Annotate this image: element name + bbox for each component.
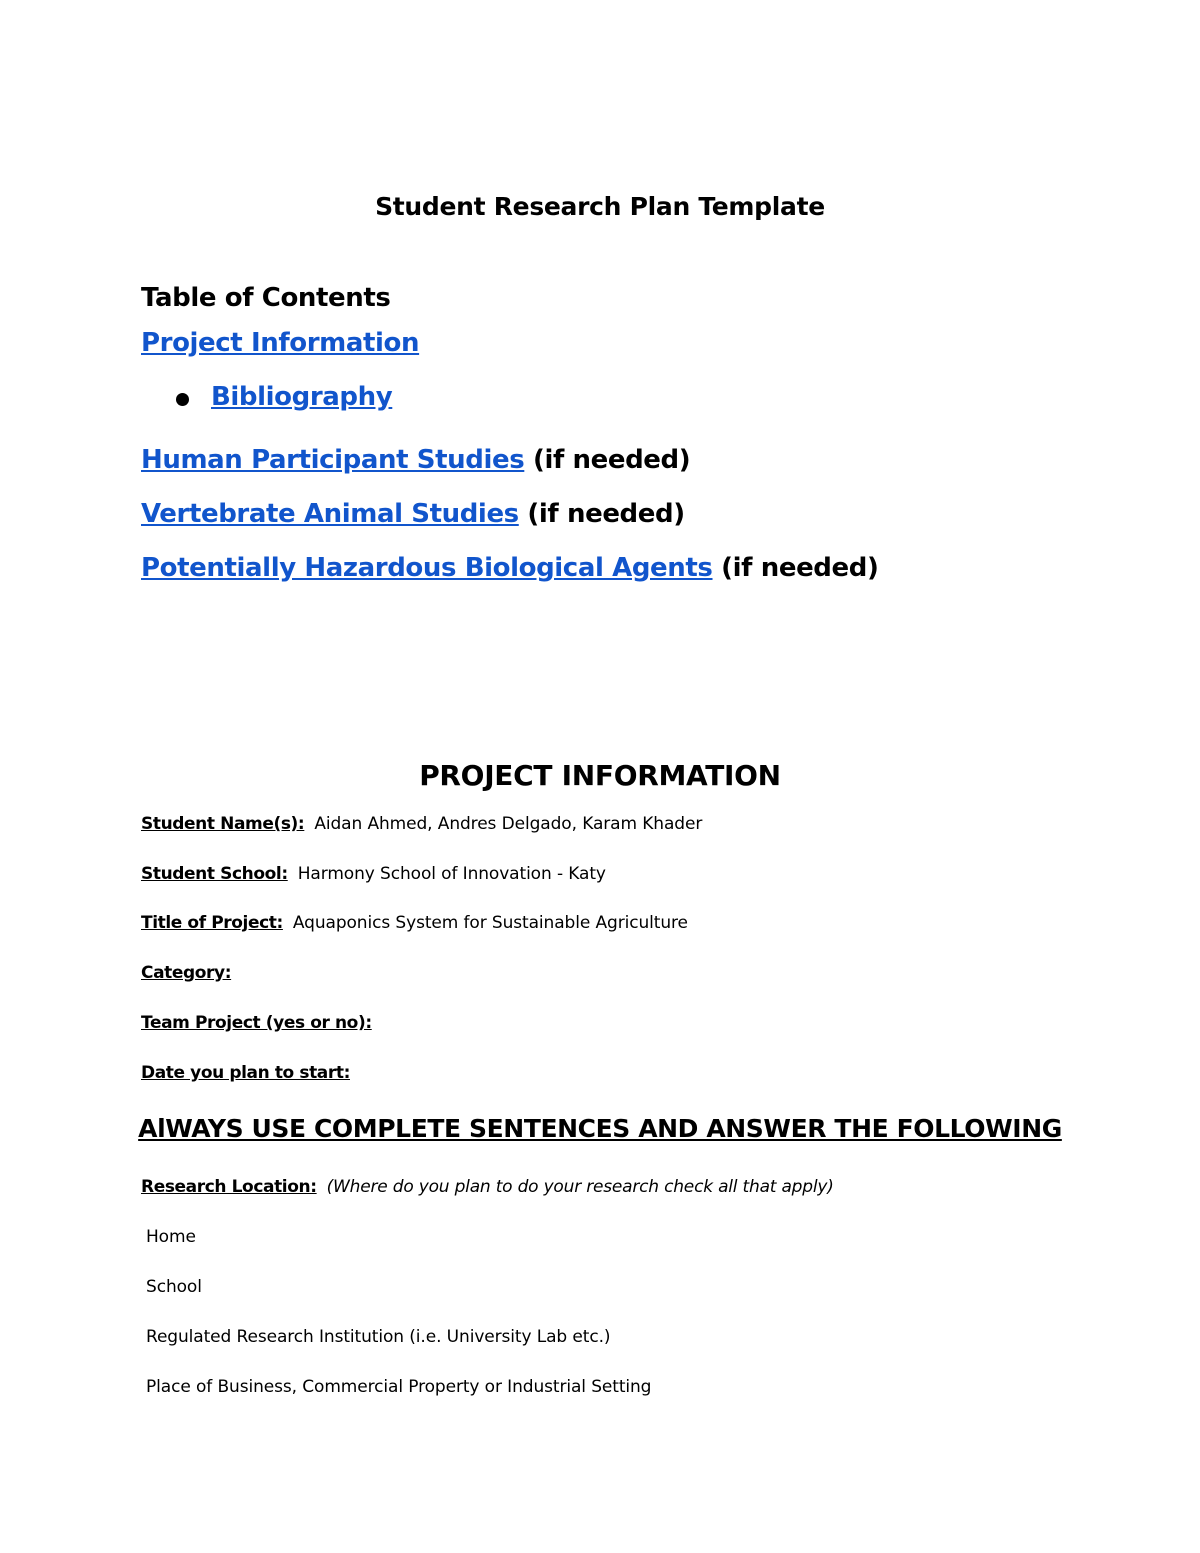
location-option-home: Home [146,1227,196,1247]
location-option-research-institution: Regulated Research Institution (i.e. University Lab etc.) [146,1327,611,1347]
field-label: Student Name(s): [141,814,305,834]
toc-link-human-participant-studies[interactable]: Human Participant Studies [141,445,525,475]
location-option-school: School [146,1277,202,1297]
toc-suffix: (if needed) [712,553,879,583]
field-label: Title of Project: [141,913,283,933]
field-team-project [141,1013,372,1033]
field-value: Aidan Ahmed, Andres Delgado, Karam Khader [314,814,703,834]
document-title: Student Research Plan Template [375,192,825,221]
field-project-title [141,913,688,933]
location-option-business: Place of Business, Commercial Property or Industrial Setting [146,1377,652,1397]
section-title-project-information: PROJECT INFORMATION [419,759,781,792]
toc-heading: Table of Contents [141,283,391,313]
field-category [141,963,231,983]
field-label: Team Project (yes or no): [141,1013,372,1033]
toc-suffix: (if needed) [518,499,685,529]
toc-suffix: (if needed) [524,445,691,475]
toc-link-project-information[interactable]: Project Information [141,328,420,358]
field-start-date [141,1063,350,1083]
field-value: Aquaponics System for Sustainable Agriculture [292,913,688,933]
field-hint: (Where do you plan to do your research check all that apply) [326,1177,834,1197]
field-label: Category: [141,963,232,983]
toc-item-human-participant-studies [141,445,690,475]
instructions-banner: AlWAYS USE COMPLETE SENTENCES AND ANSWER THE FOLLOWING [138,1114,1062,1143]
toc-item-vertebrate-animal-studies [141,499,685,529]
field-value: Harmony School of Innovation - Katy [297,864,606,884]
field-research-location [141,1177,834,1197]
toc-link-hazardous-biological-agents[interactable]: Potentially Hazardous Biological Agents [141,553,713,583]
field-label: Research Location: [141,1177,317,1197]
bullet-icon [176,393,189,406]
toc-item-bibliography [211,382,392,412]
toc-item-hazardous-biological-agents [141,553,878,583]
field-label: Date you plan to start: [141,1063,350,1083]
field-student-names [141,814,702,834]
field-student-school [141,864,606,884]
toc-item-project-information [141,328,419,358]
field-label: Student School: [141,864,288,884]
toc-link-bibliography[interactable]: Bibliography [211,382,393,412]
toc-link-vertebrate-animal-studies[interactable]: Vertebrate Animal Studies [141,499,519,529]
